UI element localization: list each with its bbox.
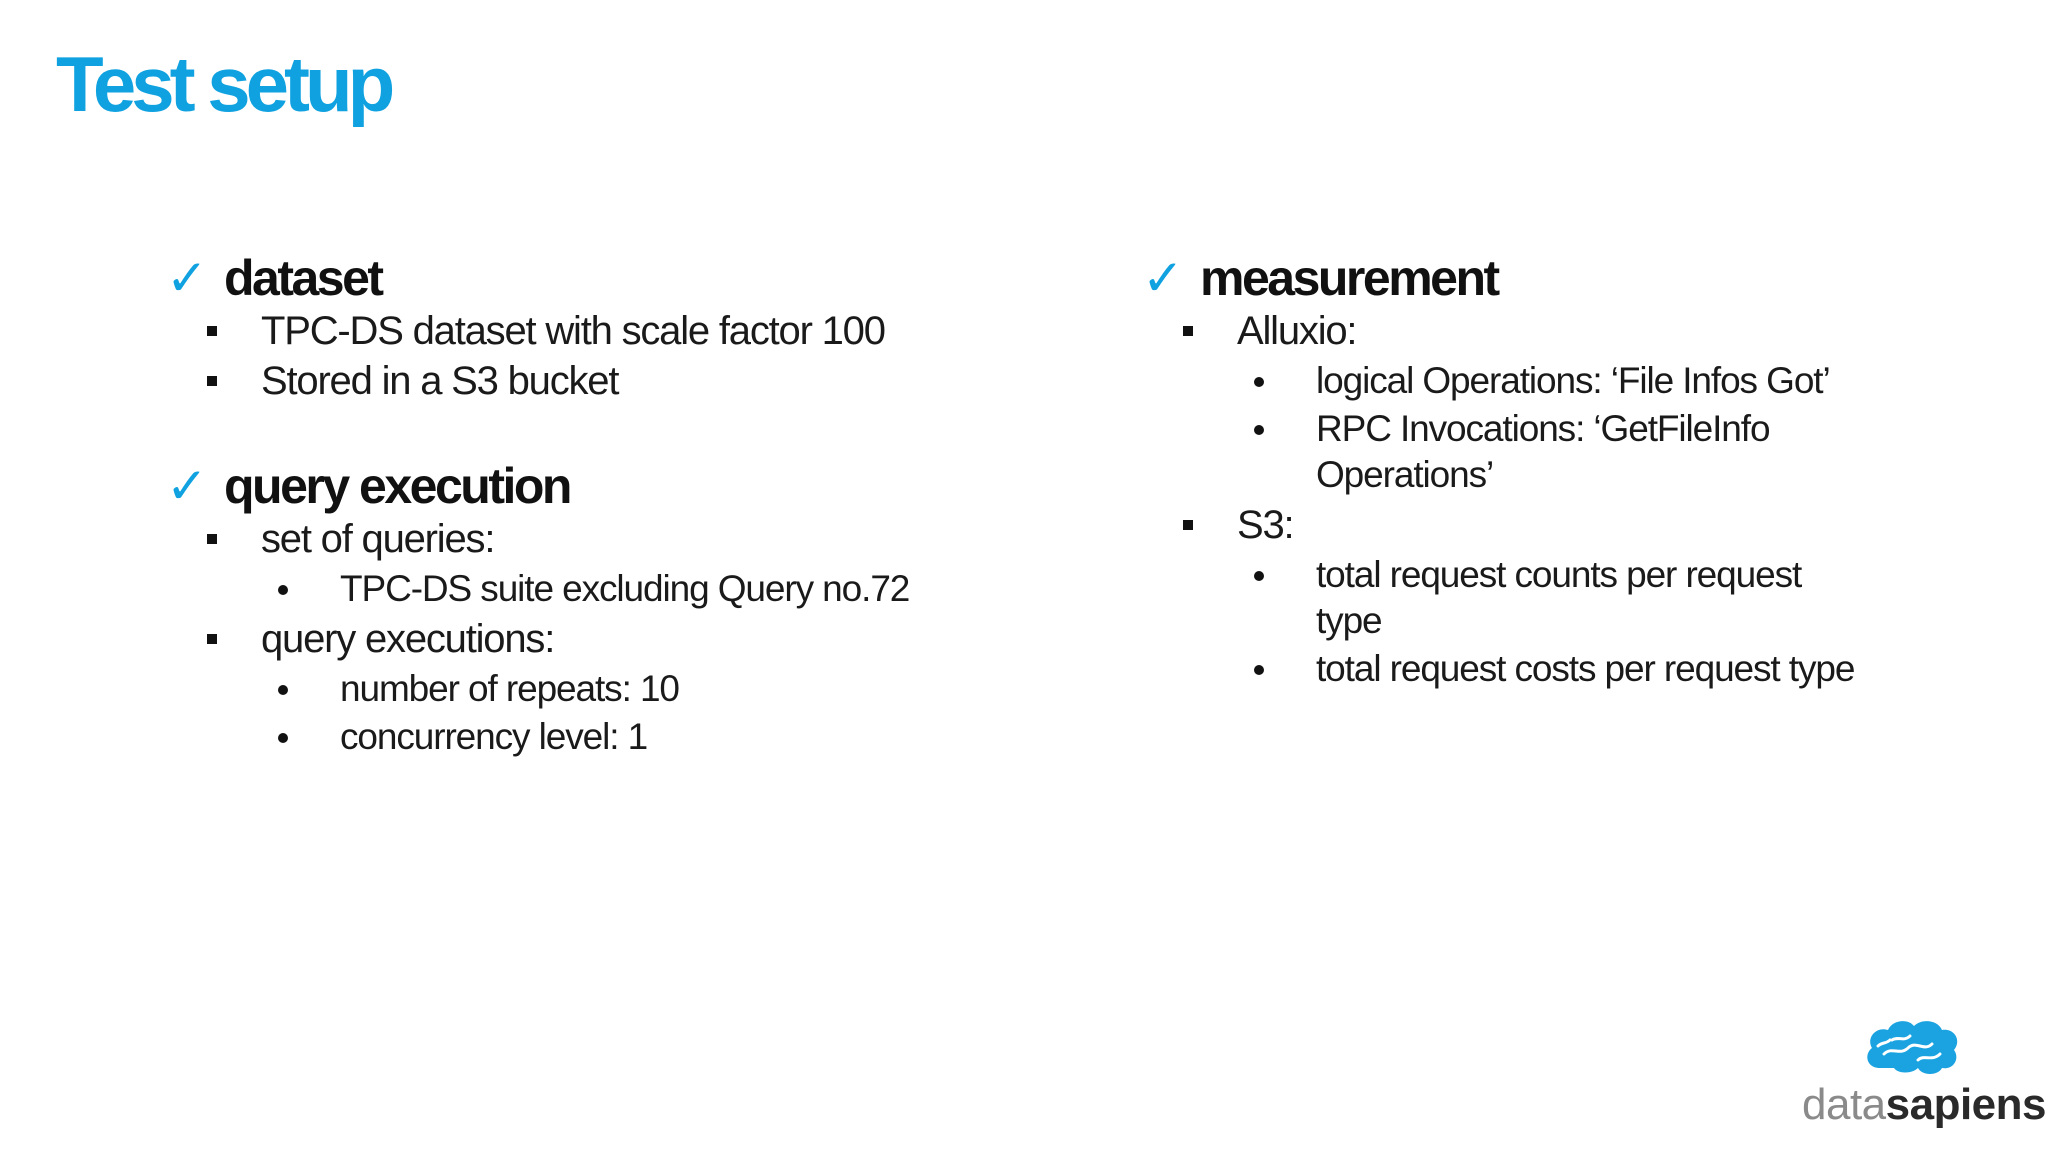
sub-list-item — [166, 566, 1046, 612]
round-bullet-icon — [1254, 425, 1264, 435]
list-item-text: S3: — [1237, 503, 1294, 547]
round-bullet-icon — [278, 585, 288, 595]
sub-list-item-text: number of repeats: 10 — [340, 668, 679, 709]
list-item-text: Stored in a S3 bucket — [261, 359, 619, 403]
sub-list-item — [1142, 406, 1862, 498]
sub-list-item — [166, 666, 1046, 712]
sub-bullet-list — [1142, 358, 1942, 498]
sub-list-item-text: logical Operations: ‘File Infos Got’ — [1316, 360, 1830, 401]
brain-icon — [1862, 1018, 1962, 1076]
page-title: Test setup — [56, 40, 391, 128]
checkmark-icon: ✓ — [166, 458, 208, 514]
section-header — [166, 458, 1046, 514]
list-item — [1142, 500, 1942, 692]
sub-bullet-list — [1142, 552, 1942, 692]
round-bullet-icon — [278, 733, 288, 743]
section-title: measurement — [1200, 250, 1498, 306]
list-item-text: Alluxio: — [1237, 309, 1357, 353]
list-item-text: query executions: — [261, 617, 555, 661]
sub-list-item — [166, 714, 1046, 760]
sub-list-item-text: RPC Invocations: ‘GetFileInfo Operations’ — [1316, 408, 1770, 495]
sub-list-item-text: total request costs per request type — [1316, 648, 1855, 689]
logo-text-data: data — [1802, 1080, 1886, 1129]
square-bullet-icon — [1183, 520, 1193, 530]
right-column — [1142, 250, 1942, 744]
list-item-text: set of queries: — [261, 517, 495, 561]
sub-list-item-text: total request counts per request type — [1316, 554, 1802, 641]
bullet-list — [166, 514, 1046, 760]
left-column — [166, 250, 1046, 812]
section-measurement — [1142, 250, 1942, 692]
square-bullet-icon — [207, 534, 217, 544]
checkmark-icon: ✓ — [1142, 250, 1184, 306]
square-bullet-icon — [207, 634, 217, 644]
list-item — [166, 614, 1046, 760]
sub-bullet-list — [166, 666, 1046, 760]
sub-list-item-text: concurrency level: 1 — [340, 716, 648, 757]
list-item-text: TPC-DS dataset with scale factor 100 — [261, 309, 885, 353]
square-bullet-icon — [207, 326, 217, 336]
sub-list-item — [1142, 358, 1862, 404]
round-bullet-icon — [1254, 377, 1264, 387]
square-bullet-icon — [207, 376, 217, 386]
round-bullet-icon — [1254, 665, 1264, 675]
logo-text — [1802, 1080, 2046, 1130]
sub-bullet-list — [166, 566, 1046, 612]
section-dataset — [166, 250, 1046, 406]
list-item — [166, 306, 1046, 356]
section-header — [1142, 250, 1942, 306]
round-bullet-icon — [1254, 571, 1264, 581]
section-header — [166, 250, 1046, 306]
square-bullet-icon — [1183, 326, 1193, 336]
round-bullet-icon — [278, 685, 288, 695]
section-title: query execution — [224, 458, 570, 514]
sub-list-item — [1142, 552, 1862, 644]
datasapiens-logo — [1802, 1018, 2047, 1138]
sub-list-item — [1142, 646, 1862, 692]
bullet-list — [1142, 306, 1942, 692]
sub-list-item-text: TPC-DS suite excluding Query no.72 — [340, 568, 910, 609]
list-item — [166, 514, 1046, 612]
logo-text-sapiens: sapiens — [1885, 1080, 2047, 1129]
checkmark-icon: ✓ — [166, 250, 208, 306]
list-item — [1142, 306, 1942, 498]
list-item — [166, 356, 1046, 406]
section-query-execution — [166, 458, 1046, 760]
bullet-list — [166, 306, 1046, 406]
section-title: dataset — [224, 250, 382, 306]
